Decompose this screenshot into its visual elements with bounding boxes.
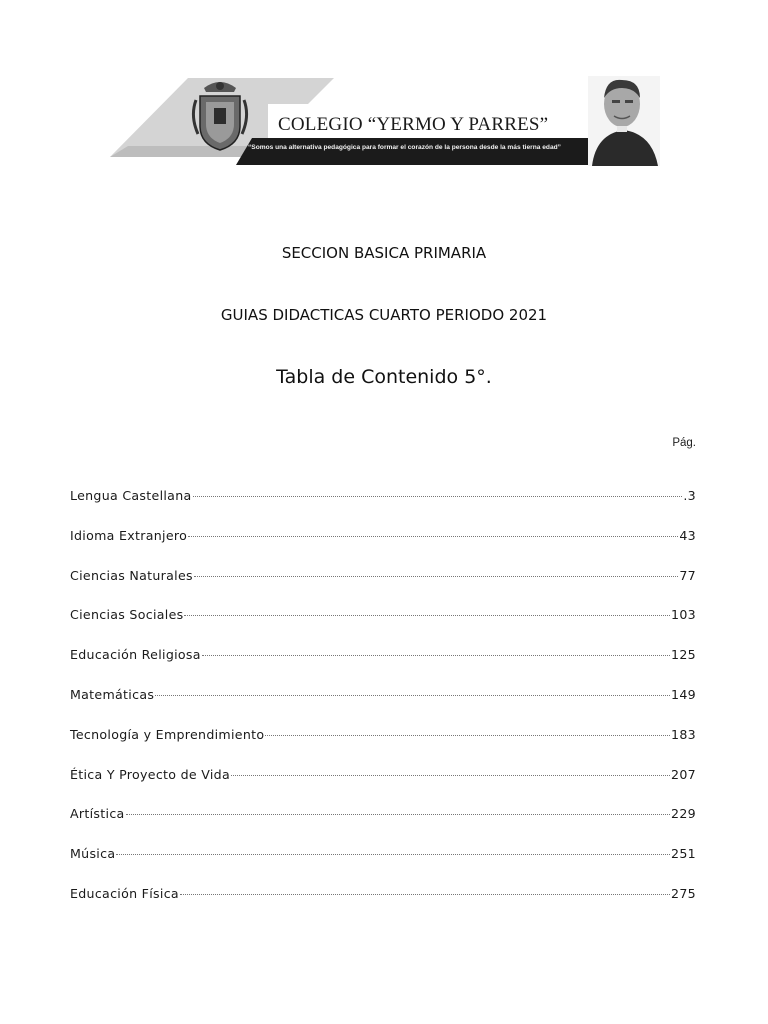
toc-entry-page: 43 xyxy=(679,527,696,543)
school-motto: “Somos una alternativa pedagógica para formar el corazón de la persona desde la más tierna edad” xyxy=(248,144,561,151)
toc-entry-label: Matemáticas xyxy=(70,686,155,702)
toc-entry xyxy=(70,607,696,647)
school-banner xyxy=(0,0,768,180)
dot-leader xyxy=(188,536,678,537)
toc-entry-label: Ciencias Sociales xyxy=(70,607,184,623)
toc-entry-label: Música xyxy=(70,846,116,862)
dot-leader xyxy=(180,894,670,895)
toc-entry xyxy=(70,767,696,807)
toc-entry-label: Educación Física xyxy=(70,885,179,901)
toc-entry-label: Artística xyxy=(70,806,125,822)
dot-leader xyxy=(184,615,670,616)
section-title: SECCION BASICA PRIMARIA xyxy=(281,244,487,262)
toc-entry xyxy=(70,528,696,568)
toc-entry-label: Idioma Extranjero xyxy=(70,527,188,543)
dot-leader xyxy=(231,775,670,776)
toc-entry xyxy=(70,846,696,886)
dot-leader xyxy=(126,814,670,815)
founder-portrait-icon xyxy=(588,76,660,166)
toc-entry xyxy=(70,488,696,528)
toc-entry-label: Educación Religiosa xyxy=(70,647,201,663)
toc-entry-label: Tecnología y Emprendimiento xyxy=(70,726,265,742)
toc-entry xyxy=(70,727,696,767)
toc-entry-page: .3 xyxy=(683,488,696,503)
toc-entry-page: 125 xyxy=(671,647,696,663)
toc-entry xyxy=(70,806,696,846)
toc-entry-page: 149 xyxy=(671,686,696,702)
toc-entry xyxy=(70,647,696,687)
toc-entry xyxy=(70,886,696,926)
dot-leader xyxy=(194,576,678,577)
toc-title: Tabla de Contenido 5°. xyxy=(276,366,492,388)
guides-title: GUIAS DIDACTICAS CUARTO PERIODO 2021 xyxy=(220,306,548,324)
toc-entry-page: 77 xyxy=(679,567,696,583)
dot-leader xyxy=(155,695,670,696)
toc-entry-page: 183 xyxy=(671,726,696,742)
table-of-contents xyxy=(70,488,696,926)
school-name: COLEGIO “YERMO Y PARRES” xyxy=(278,114,549,135)
dot-leader xyxy=(116,854,670,855)
toc-entry-page: 251 xyxy=(671,846,696,862)
dot-leader xyxy=(202,655,670,656)
toc-entry xyxy=(70,687,696,727)
dot-leader xyxy=(193,496,683,497)
dot-leader xyxy=(265,735,670,736)
toc-entry-page: 103 xyxy=(671,607,696,623)
toc-entry xyxy=(70,568,696,608)
toc-entry-label: Lengua Castellana xyxy=(70,488,192,503)
page-column-label: Pág. xyxy=(672,437,696,449)
toc-entry-label: Ciencias Naturales xyxy=(70,567,193,583)
toc-entry-page: 229 xyxy=(671,806,696,822)
toc-entry-page: 207 xyxy=(671,766,696,782)
banner-graphic xyxy=(0,0,768,180)
toc-entry-page: 275 xyxy=(671,885,696,901)
toc-entry-label: Ética Y Proyecto de Vida xyxy=(70,766,230,782)
